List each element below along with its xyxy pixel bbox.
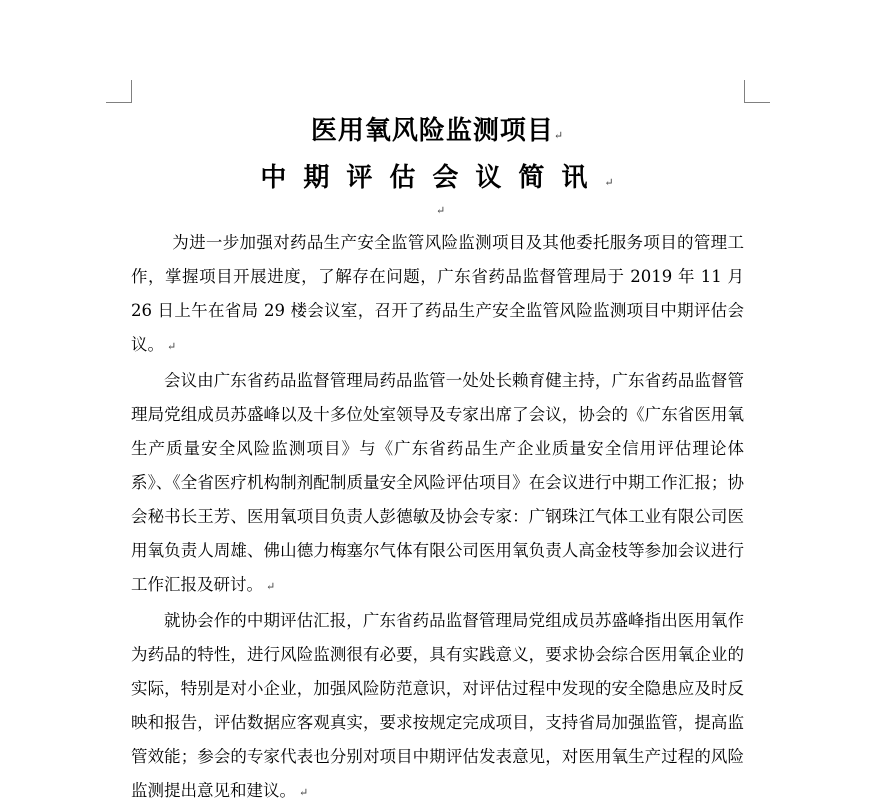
title-line-1: 医用氧风险监测项目 (310, 116, 554, 146)
paragraph-mark-icon: ↵ (299, 786, 309, 799)
title-line-2: 中期评估会议简讯 (260, 163, 605, 193)
body-paragraph (131, 364, 744, 604)
body-paragraph (131, 226, 744, 364)
document-title (0, 110, 874, 147)
body-paragraph (131, 604, 744, 810)
paragraph-text: 为进一步加强对药品生产安全监管风险监测项目及其他委托服务项目的管理工作，掌握项目开展进度，了解存在问题，广东省药品监督管理局于 2019 年 11 月 26 日上午在省局 29 楼会议室，召开了药品生产安全监管风险监测项目中期评估会议。 (131, 233, 744, 354)
paragraph-mark-icon: ↵ (167, 340, 177, 353)
crop-mark-top-left (106, 80, 132, 103)
paragraph-mark-icon: ↵ (266, 580, 276, 593)
document-body (131, 226, 744, 810)
document-subtitle (0, 157, 874, 194)
crop-mark-top-right (744, 80, 770, 103)
paragraph-mark-icon: ↵ (604, 176, 614, 189)
paragraph-mark-icon: ↵ (553, 129, 564, 142)
paragraph-text: 就协会作的中期评估汇报，广东省药品监督管理局党组成员苏盛峰指出医用氧作为药品的特性，进行风险监测很有必要，具有实践意义，要求协会综合医用氧企业的实际，特别是对小企业，加强风险防范意识，对评估过程中发现的安全隐患应及时反映和报告，评估数据应客观真实，要求按规定完成项目，支持省局加强监管，提高监管效能；参会的专家代表也分别对项目中期评估发表意见，对医用氧生产过程的风险监测提出意见和建议。 (131, 611, 744, 800)
paragraph-mark-icon: ↵ (436, 204, 446, 217)
paragraph-text: 会议由广东省药品监督管理局药品监管一处处长赖育健主持，广东省药品监督管理局党组成员苏盛峰以及十多位处室领导及专家出席了会议，协会的《广东省医用氧生产质量安全风险监测项目》与《广东省药品生产企业质量安全信用评估理论体系》、《全省医疗机构制剂配制质量安全风险评估项目》在会议进行中期工作汇报；协会秘书长王芳、医用氧项目负责人彭德敏及协会专家：广钢珠江气体工业有限公司医用氧负责人周雄、佛山德力梅塞尔气体有限公司医用氧负责人高金枝等参加会议进行工作汇报及研讨。 (131, 371, 744, 594)
